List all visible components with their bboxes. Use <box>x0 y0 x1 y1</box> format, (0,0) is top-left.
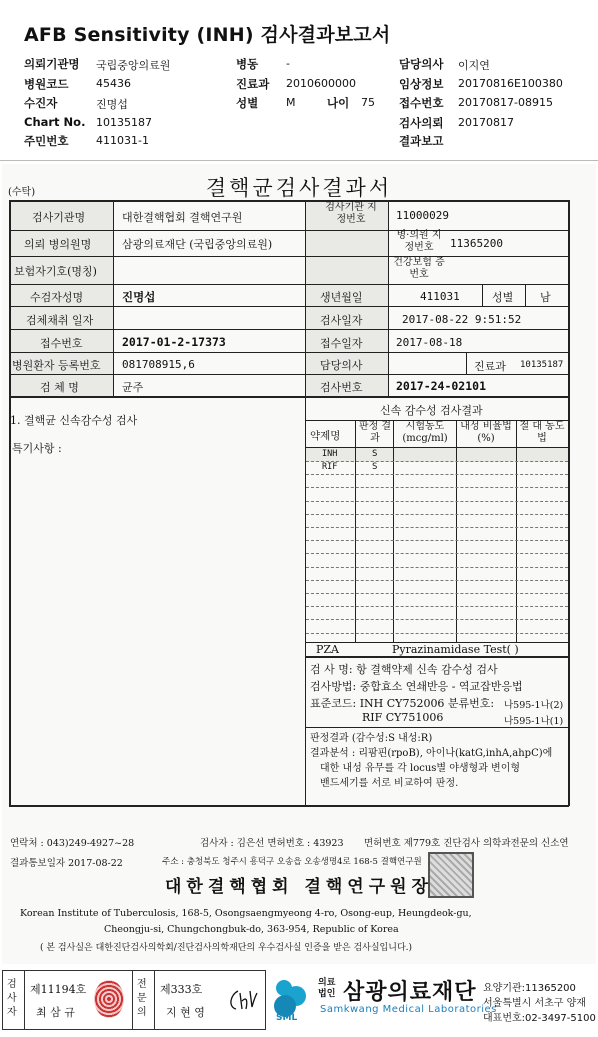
header-value: 20170816E100380 <box>458 77 563 90</box>
dashed-row-line <box>306 501 568 502</box>
logo-text: SML <box>276 1013 298 1023</box>
test-date-label: 검사일자 <box>320 314 363 327</box>
analysis-1: 결과분석 : 리팜핀(rpoB), 아이나(katG,inhA,ahpC)에 <box>310 748 553 759</box>
vline <box>568 200 570 806</box>
license: 면허번호 제779호 진단검사 의학과전문의 신소연 <box>364 838 569 849</box>
eng-address-2: Cheongju-si, Chungchongbuk-do, 363-954, Republic of Korea <box>104 924 399 935</box>
reg-value: 081708915,6 <box>122 358 195 371</box>
test-no-value: 2017-24-02101 <box>396 379 487 393</box>
examiner: 검사자 : 김은선 면허번호 : 43923 <box>200 838 344 849</box>
header-value: 20170817-08915 <box>458 96 553 109</box>
inst-code-label: 검사기관 지정번호 <box>325 202 377 225</box>
vline <box>482 284 483 306</box>
col-res: 내성 비율법(%) <box>460 421 512 444</box>
row-judge: S <box>372 462 378 472</box>
method: 검사방법: 중합효소 연쇄반응 - 역교잡반응법 <box>310 680 523 693</box>
dashed-row-line <box>306 461 568 462</box>
hline <box>9 230 569 231</box>
dashed-row-line <box>306 553 568 554</box>
report-title: AFB Sensitivity (INH) 검사결과보고서 <box>24 24 391 46</box>
dashed-row-line <box>306 580 568 581</box>
sml-logo-icon <box>270 974 310 1024</box>
specimen-value: 균주 <box>122 381 144 394</box>
pza-label: PZA <box>316 643 339 656</box>
report-date: 결과통보일자 2017-08-22 <box>10 858 123 869</box>
test-no-label: 검사번호 <box>320 381 363 394</box>
form-title: 결핵균검사결과서 <box>205 176 393 200</box>
institute-name: 대한결핵협회 결핵연구원장 <box>165 877 433 897</box>
header-value: 진명섭 <box>96 98 128 111</box>
vline <box>154 970 155 1030</box>
dashed-row-line <box>306 514 568 515</box>
box2-side: 전문의 <box>137 979 147 1018</box>
header-label: 병원코드 <box>24 77 69 91</box>
dashed-row-line <box>306 567 568 568</box>
row-drug: INH <box>322 449 338 459</box>
dept-value: 10135187 <box>520 360 564 370</box>
rapid-title: 신속 감수성 검사결과 <box>380 404 483 417</box>
header-value: 10135187 <box>96 116 152 129</box>
header-label: 진료과 <box>236 77 270 91</box>
dashed-row-line <box>306 619 568 620</box>
req-hosp-label: 의뢰 병의원명 <box>24 238 92 251</box>
hline <box>305 656 568 658</box>
header-value: 411031-1 <box>96 134 149 147</box>
hline <box>9 396 569 398</box>
sex-value: 남 <box>540 291 551 304</box>
header-label: 임상정보 <box>399 77 444 91</box>
header-label: 담당의사 <box>399 57 444 71</box>
hline <box>305 447 568 448</box>
vline <box>456 420 457 642</box>
header-label: 나이 <box>327 96 350 110</box>
accept-date-value: 2017-08-18 <box>396 336 463 349</box>
code-line1: 표준코드: INH CY752006 분류번호: <box>310 697 495 710</box>
code-line2: RIF CY751006 <box>362 711 444 724</box>
info-1: 요양기관:11365200 <box>483 983 576 994</box>
header-label: 성별 <box>236 96 259 110</box>
col-abs: 절 대 농도법 <box>519 421 565 444</box>
eng-address-1: Korean Institute of Tuberculosis, 168-5, Osongsaengmyeong 4-ro, Osong-eup, Heungdeok-gu, <box>20 908 472 919</box>
dashed-row-line <box>306 474 568 475</box>
hline <box>9 352 569 353</box>
header-value: - <box>286 57 290 70</box>
vline <box>516 420 517 642</box>
vline <box>388 200 389 396</box>
certification: ( 본 검사실은 대한진단검사의학회/진단검사의학재단의 우수검사실 인증을 받은 검사실입니다.) <box>40 943 413 953</box>
header-label: 결과보고 <box>399 134 444 148</box>
req-hosp-value: 삼광의료재단 (국립중앙의료원) <box>122 238 273 251</box>
hosp-code-value: 11365200 <box>450 237 503 250</box>
dashed-row-line <box>306 487 568 488</box>
box1-name: 최 삼 규 <box>36 1006 75 1019</box>
vline <box>132 970 133 1030</box>
vline <box>466 352 467 374</box>
class-1: 나595-1나(2) <box>504 700 564 711</box>
analysis-2: 대한 내성 유무를 각 locus별 야생형과 변이형 <box>320 763 521 774</box>
accept-date-label: 접수일자 <box>320 337 363 350</box>
insured-label: 보험자기호(명칭) <box>14 265 97 278</box>
dashed-row-line <box>306 540 568 541</box>
method-name: 검 사 명: 항 결핵약제 신속 감수성 검사 <box>310 663 498 676</box>
dashed-row-line <box>306 593 568 594</box>
accession-label: 접수번호 <box>40 337 83 350</box>
dashed-row-line <box>306 606 568 607</box>
insured-card-label: 건강보험 증번호 <box>393 257 445 280</box>
header-label: 수진자 <box>24 96 58 110</box>
patient-label: 수검자성명 <box>30 291 84 304</box>
hline <box>9 284 569 285</box>
hline <box>9 329 569 330</box>
class-2: 나595-1나(1) <box>504 716 564 727</box>
hline <box>9 306 569 307</box>
vline <box>393 420 394 642</box>
vline <box>305 200 306 806</box>
header-value: M <box>286 96 296 109</box>
col-conc: 시험농도 (mcg/ml) <box>402 421 448 444</box>
brand-name: 삼광의료재단 <box>343 980 477 1005</box>
vline <box>9 200 11 806</box>
box2-no: 제333호 <box>160 983 203 996</box>
specimen-label: 검 체 명 <box>40 381 79 394</box>
header-value: 이지연 <box>458 59 490 72</box>
header-label: Chart No. <box>24 115 86 129</box>
header-label: 병동 <box>236 57 259 71</box>
box2-name: 지 현 영 <box>166 1006 205 1019</box>
dashed-row-line <box>306 527 568 528</box>
header-label: 의뢰기관명 <box>24 57 80 71</box>
header-label: 주민번호 <box>24 134 69 148</box>
hosp-code-label: 병·의원 지정번호 <box>396 230 442 253</box>
header-label: 접수번호 <box>399 96 444 110</box>
header-divider <box>0 160 598 161</box>
row-drug: RIF <box>322 462 338 472</box>
vline <box>113 200 114 396</box>
header-value: 20170817 <box>458 116 514 129</box>
hline <box>9 256 569 257</box>
info-3: 대표번호:02-3497-5100 <box>483 1013 596 1024</box>
hline <box>9 805 569 807</box>
remarks-label: 특기사항 : <box>12 442 62 455</box>
brand-small-2: 법인 <box>318 989 336 999</box>
inst-label: 검사기관명 <box>32 211 86 224</box>
info-2: 서울특별시 서초구 양재 <box>483 998 586 1009</box>
hline <box>9 374 569 375</box>
contact: 연락처 : 043)249-4927~28 <box>10 838 135 849</box>
patient-value: 진명섭 <box>122 290 156 304</box>
test-date-value: 2017-08-22 9:51:52 <box>402 313 522 326</box>
rapid-row-shade <box>306 448 568 462</box>
vline <box>525 284 526 306</box>
col-judge: 판정 결과 <box>358 421 392 444</box>
brand-small-1: 의료 <box>318 978 336 988</box>
red-seal-icon <box>94 980 124 1018</box>
hline <box>9 200 569 202</box>
section-left: 1. 결핵균 신속감수성 검사 <box>10 414 138 427</box>
header-value: 2010600000 <box>286 77 356 90</box>
row-judge: S <box>372 449 378 459</box>
inst-code-value: 11000029 <box>396 209 449 222</box>
hline <box>305 727 568 728</box>
vline <box>355 420 356 642</box>
inst-value: 대한결핵협회 결핵연구원 <box>122 211 243 224</box>
col-drug: 약제명 <box>310 430 341 442</box>
box1-side: 검사자 <box>7 979 17 1018</box>
header-value: 45436 <box>96 77 131 90</box>
birth-value: 411031 <box>420 290 460 303</box>
accession-value: 2017-01-2-17373 <box>122 335 226 349</box>
analysis-3: 밴드세기를 서로 비교하여 판정. <box>320 778 459 789</box>
signature-icon <box>224 985 258 1015</box>
header-label: 검사의뢰 <box>399 116 444 130</box>
reg-label: 병원환자 등록번호 <box>12 359 101 372</box>
doctor-label: 담당의사 <box>320 359 363 372</box>
brand-english: Samkwang Medical Laboratories <box>320 1004 497 1015</box>
dept-label: 진료과 <box>474 360 506 373</box>
form-tag: (수탁) <box>8 187 36 198</box>
pza-value: Pyrazinamidase Test( ) <box>392 643 519 656</box>
header-value: 국립중앙의료원 <box>96 59 171 72</box>
address: 주소 : 충청북도 청주시 흥덕구 오송읍 오송생명4로 168-5 결핵연구원 <box>162 857 422 867</box>
collect-label: 검체채취 일자 <box>26 314 94 327</box>
judge-line: 판정결과 (감수성:S 내성:R) <box>310 733 433 744</box>
dashed-row-line <box>306 633 568 634</box>
box1-no: 제11194호 <box>30 983 87 996</box>
vline <box>24 970 25 1030</box>
header-value: 75 <box>361 96 375 109</box>
birth-label: 생년월일 <box>320 291 363 304</box>
sex-label: 성별 <box>492 291 514 304</box>
